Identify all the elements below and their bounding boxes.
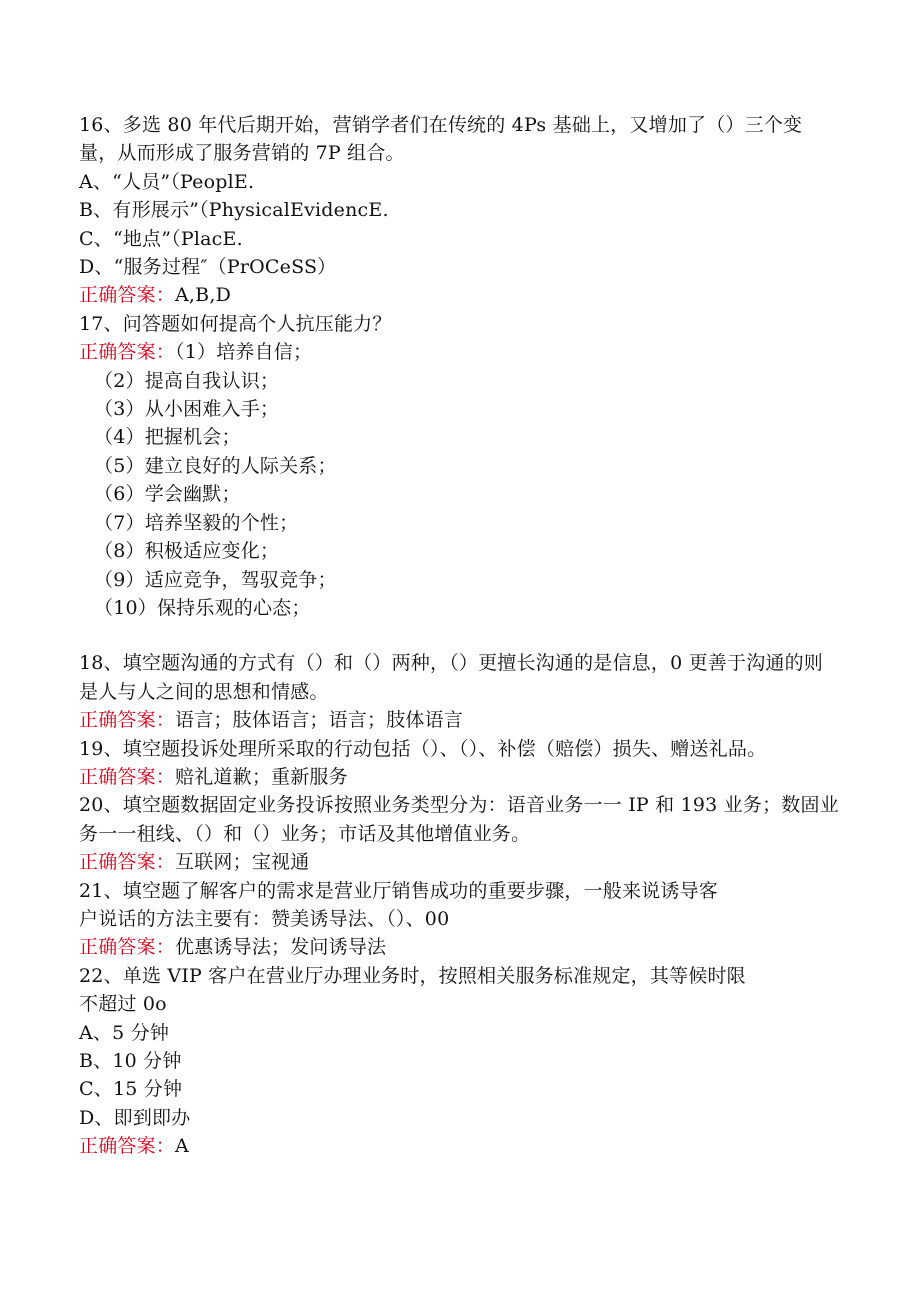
answer-label: 正确答案： (79, 765, 176, 788)
answer-line: （3）从小困难入手； (94, 398, 280, 421)
answer-value: A (175, 1135, 189, 1158)
question-16-answer (79, 281, 839, 309)
answer-value: 互联网；宝视通 (175, 851, 310, 874)
question-22-option-a: A、5 分钟 (79, 1021, 170, 1044)
answer-value: 语言；肢体语言；语言；肢体语言 (175, 709, 464, 732)
question-22-stem-line-1: 22、单选 VIP 客户在营业厅办理业务时，按照相关服务标准规定，其等候时限 (79, 964, 746, 987)
question-22-option-d: D、即到即办 (79, 1106, 191, 1129)
answer-label: 正确答案： (79, 851, 176, 874)
question-21-stem-line-2: 户说话的方法主要有：赞美诱导法、（）、00 (79, 907, 450, 930)
answer-line: （4）把握机会； (94, 426, 241, 449)
answer-line: （9）适应竞争，驾驭竞争； (94, 568, 337, 591)
answer-value: 赔礼道歉；重新服务 (175, 765, 348, 788)
answer-value: A,B,D (175, 284, 232, 307)
answer-line: （7）培养坚毅的个性； (94, 511, 299, 534)
question-17-answer (79, 338, 839, 366)
answer-label: 正确答案： (79, 936, 176, 959)
question-22-stem-line-2: 不超过 0o (79, 993, 167, 1016)
question-19-stem: 19、填空题投诉处理所采取的行动包括（）、（）、补偿（赔偿）损失、赠送礼品。 (79, 737, 767, 760)
question-17-stem: 17、问答题如何提高个人抗压能力？ (79, 312, 392, 335)
question-21-stem-line-1: 21、填空题了解客户的需求是营业厅销售成功的重要步骤，一般来说诱导客 (79, 879, 718, 902)
question-18-stem: 18、填空题沟通的方式有（）和（）两种，（）更擅长沟通的是信息，0 更善于沟通的则是人与人之间的思想和情感。 (79, 652, 824, 703)
question-16-option-a: A、“人员”（PeoplE. (79, 170, 255, 193)
question-16-option-c: C、“地点”（PlacE. (79, 227, 243, 250)
question-16-stem: 16、多选 80 年代后期开始，营销学者们在传统的 4Ps 基础上，又增加了（）三个变量，从而形成了服务营销的 7P 组合。 (79, 114, 803, 165)
question-22-answer (79, 1132, 839, 1160)
answer-value: （1）培养自信； (175, 341, 313, 364)
answer-label: 正确答案： (79, 341, 176, 364)
question-18-answer (79, 706, 839, 734)
blank-spacer (79, 622, 839, 649)
answer-line: （5）建立良好的人际关系； (94, 454, 337, 477)
answer-line: （6）学会幽默； (94, 483, 241, 506)
question-20-stem: 20、填空题数据固定业务投诉按照业务类型分为：语音业务一一 IP 和 193 业务；数固业务一一租线、（）和（）业务；市话及其他增值业务。 (79, 794, 839, 845)
question-19-answer (79, 763, 839, 791)
question-20-answer (79, 848, 839, 876)
answer-label: 正确答案： (79, 1135, 176, 1158)
question-22-option-b: B、10 分钟 (79, 1050, 182, 1072)
question-22-option-c: C、15 分钟 (79, 1078, 183, 1101)
question-16-option-d: D、“服务过程″（PrOCeSS） (79, 256, 337, 279)
answer-label: 正确答案： (79, 284, 176, 307)
answer-line: （8）积极适应变化； (94, 540, 280, 563)
question-16-option-b: B、有形展示”（PhysicalEvidencE. (79, 199, 389, 222)
answer-line: （10）保持乐观的心态； (94, 596, 311, 619)
question-21-answer (79, 933, 839, 961)
answer-label: 正确答案： (79, 709, 176, 732)
document-page (79, 111, 839, 1161)
answer-line: （2）提高自我认识； (94, 369, 280, 392)
answer-value: 优惠诱导法；发问诱导法 (175, 936, 387, 959)
